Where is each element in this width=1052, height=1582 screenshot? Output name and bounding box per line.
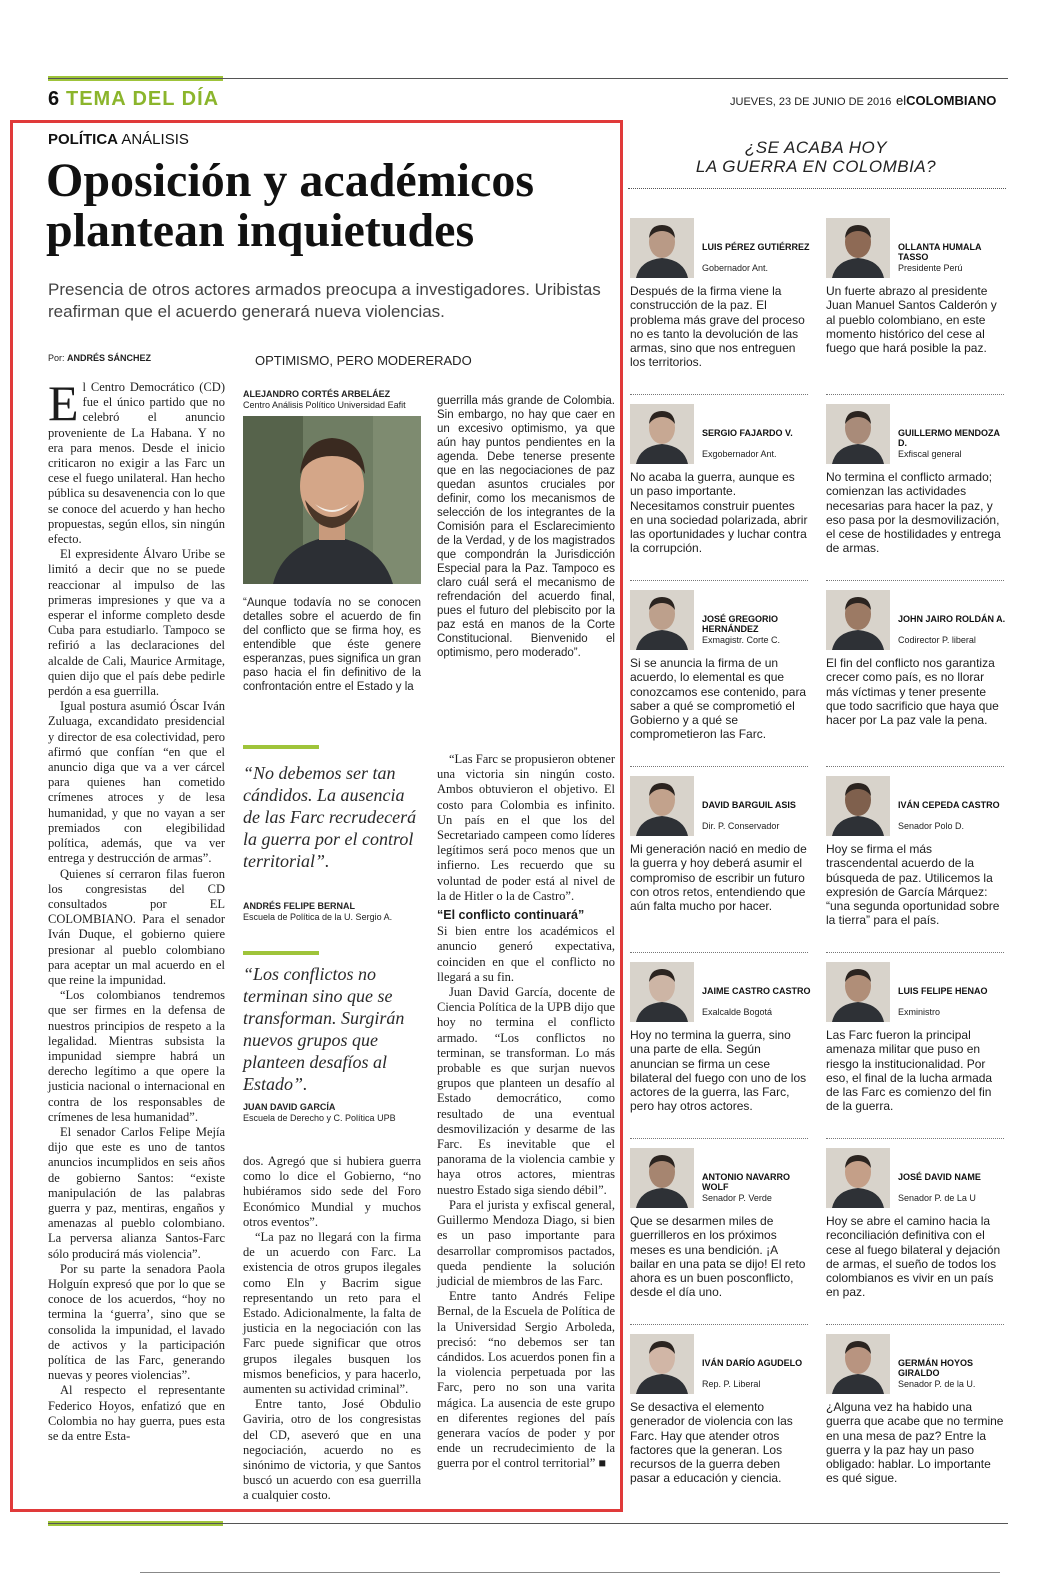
opinion-separator — [826, 394, 1004, 395]
paragraph: Juan David García, docente de Ciencia Política de la UPB dijo que hoy no termina el conflicto armado. “Los conflictos no terminan, se transforman. Lo más probable es que surjan nuevos grupos que planteen un desafío al Estado democrático, como resultado de una eventual desmovilización y desarme de las Farc. Es inevitable que el panorama de la violencia cambie y haya otros actores, mientras nuestro Estado siga siendo débil”. — [437, 985, 615, 1197]
opinion-text: No acaba la guerra, aunque es un paso importante. Necesitamos construir puentes en una sociedad polarizada, abrir las oportunidades y luchar contra la corrupción. — [630, 470, 808, 556]
opinion-name: JOSÉ GREGORIO HERNÁNDEZ — [702, 614, 779, 634]
paragraph: Igual postura asumió Óscar Iván Zuluaga, excandidato presidencial y director de esa colectividad, pero afirmó que confían “en que el anuncio diga que va a ver cárcel para quienes han cometido crímenes atroces y de lesa humanidad, y que no vayan a ser premiados con elegibilidad política, además, que va ver entrega y destrucción de armas”. — [48, 699, 225, 866]
paragraph: Para el jurista y exfiscal general, Guillermo Mendoza Diago, si bien es un paso importante para desarrollar compromisos pactados, queda pendiente la solución judicial de miembros de las Farc. — [437, 1197, 615, 1288]
paragraph: “Los colombianos tendremos que ser firmes en la defensa de nuestros principios de respeto a la legalidad. Mientras subsista la impunidad siempre habrá un derecho legítimo a que opere la justicia nacional o internacional en contra de los responsables de crímenes de lesa humanidad”. — [48, 988, 225, 1124]
paragraph: El senador Carlos Felipe Mejía dijo que este es uno de tantos anuncios incumplidos en seis años de gobierno Santos: “existe manipulación de las palabras guerra y paz, mentiras, engaños y amenazas al pueblo colombiano. La perversa alianza Santos-Farc sólo producirá más violencia”. — [48, 1124, 225, 1261]
opinion-separator — [826, 1138, 1004, 1139]
pull-quote-author: ANDRÉS FELIPE BERNAL Escuela de Política de la U. Sergio A. — [243, 901, 393, 922]
opinion-text: Hoy no termina la guerra, sino una parte de ella. Según anuncian se firma un cese bilateral del fuego con uno de los actores de la guerra, las Farc, pero hay otros actores. — [630, 1028, 807, 1114]
portrait-illustration — [243, 416, 421, 584]
opinion-photo — [826, 590, 890, 650]
opinion-separator — [826, 1324, 1004, 1325]
opinion-name: JOSÉ DAVID NAME — [898, 1172, 981, 1182]
opinion-role: Exmagistr. Corte C. — [702, 635, 781, 645]
pull-quote: “Los conflictos no terminan sino que se transforman. Surgirán nuevos grupos que planteen desafíos al Estado”. — [243, 964, 405, 1094]
opinion-separator — [630, 1138, 808, 1139]
opinion-photo — [630, 1334, 694, 1394]
opinion-role: Exalcalde Bogotá — [702, 1007, 773, 1017]
paragraph: Quienes sí cerraron filas fueron los congresistas del CD consultados por EL COLOMBIANO. Para el senador Iván Duque, el gobierno quiere presionar al pueblo colombiano para aceptar un mal acuerdo en el que reine la impunidad. — [48, 866, 225, 987]
page-number: 6 — [48, 88, 60, 110]
opinion-text: ¿Alguna vez ha habido una guerra que acabe que no termine en una mesa de paz? Entre la guerra y la paz hay un paso obligado: hablar. Lo importante es qué sigue. — [826, 1400, 1004, 1486]
box-quote: “Aunque todavía no se conocen detalles sobre el acuerdo de fin del conflicto que se firma hoy, es entendible que éste genere esperanzas, pues significa un gran paso hacia el fin definitivo de la confrontación entre el Estado y la — [243, 597, 421, 693]
opinion-name: IVÁN DARÍO AGUDELO — [702, 1358, 803, 1368]
opinion-photo — [630, 590, 694, 650]
person-icon — [630, 218, 694, 278]
opinion-role: Senador Polo D. — [898, 821, 965, 831]
opinion-name: ANTONIO NAVARRO WOLF — [702, 1172, 791, 1192]
paragraph: Entre tanto Andrés Felipe Bernal, de la Escuela de Política de la Universidad Sergio Arboleda, precisó: “no debemos ser tan cándidos. Los acuerdos ponen fin a la violencia perpetuada por las Farc, pero no son una varita mágica. La ausencia de este grupo en diferentes regiones del país generara vacíos de poder y por ende un recrudecimiento de la guerra por el control territorial” ■ — [437, 1289, 615, 1471]
pull-quote-author: JUAN DAVID GARCÍA Escuela de Derecho y C. Política UPB — [243, 1102, 396, 1123]
person-icon — [826, 1334, 890, 1394]
person-icon — [630, 590, 694, 650]
person-icon — [826, 404, 890, 464]
opinion-text: Mi generación nació en medio de la guerra y hoy deberá asumir el compromiso de escribir un futuro con otros retos, entendiendo que aún falta mucho por hacer. — [630, 842, 807, 914]
opinion-role: Presidente Perú — [898, 263, 963, 273]
person-icon — [826, 962, 890, 1022]
opinion-separator — [826, 580, 1004, 581]
opinion-role: Senador P. de la U. — [898, 1379, 976, 1389]
opinion-text: Hoy se abre el camino hacia la reconciliación definitiva con el cese al fuego bilateral y dejación de armas, el sueño de todos los colombianos es vivir en un país en paz. — [826, 1214, 1001, 1300]
opinion-text: Se desactiva el elemento generador de violencia con las Farc. Hay que atender otros factores que la generan. Los recursos de la guerra deben pasar a educación y ciencia. — [630, 1400, 793, 1486]
opinion-photo — [826, 218, 890, 278]
opinion-name: JAIME CASTRO CASTRO — [702, 986, 811, 996]
person-icon — [630, 962, 694, 1022]
opinion-text: El fin del conflicto nos garantiza crecer como país, es no llorar más víctimas y tener presente que todo sacrificio que haya que hacer por La paz vale la pena. — [826, 656, 999, 728]
person-icon — [826, 590, 890, 650]
opinion-separator — [630, 580, 808, 581]
person-icon — [630, 776, 694, 836]
opinion-text: Un fuerte abrazo al presidente Juan Manuel Santos Calderón y al pueblo colombiano, en este momento histórico del cese al fuego que hará posible la paz. — [826, 284, 997, 356]
opinion-photo — [630, 404, 694, 464]
sidebar-title: ¿SE ACABA HOY LA GUERRA EN COLOMBIA? — [695, 138, 937, 176]
opinion-separator — [826, 766, 1004, 767]
opinion-name: GERMÁN HOYOS GIRALDO — [898, 1358, 974, 1378]
opinion-text: Que se desarmen miles de guerrilleros en los próximos meses es una bendición. ¡A bailar en una pata se dijo! El reto ahora es un buen posconflicto, desde el día uno. — [630, 1214, 806, 1300]
opinion-separator — [826, 952, 1004, 953]
paragraph: Entre tanto, José Obdulio Gaviria, otro de los congresistas del CD, aseveró que en una negociación, acuerdo no es sinónimo de victoria, y que Santos buscó un acuerdo con esa guerrilla a cualquier costo. — [243, 1397, 421, 1503]
opinion-name: GUILLERMO MENDOZA D. — [898, 428, 1000, 448]
article-byline: Por: ANDRÉS SÁNCHEZ — [48, 353, 152, 363]
pull-quote-accent — [243, 745, 319, 749]
footer-rule-secondary — [140, 1572, 1000, 1573]
article-column-1 — [48, 375, 225, 1444]
article-column-2 — [243, 1154, 421, 1504]
opinion-text: Hoy se firma el más trascendental acuerdo de la búsqueda de paz. Utilicemos la expresión de García Márquez: “una segunda oportunidad sobre la tierra” para el país. — [826, 842, 1000, 928]
opinion-photo — [630, 218, 694, 278]
opinion-role: Senador P. de La U — [898, 1193, 976, 1203]
opinion-role: Codirector P. liberal — [898, 635, 976, 645]
opinion-photo — [826, 962, 890, 1022]
author-photo — [243, 416, 421, 584]
opinion-role: Gobernador Ant. — [702, 263, 769, 273]
opinion-text: Si se anuncia la firma de un acuerdo, lo elemental es que conozcamos ese contenido, para saber a qué se comprometió el Gobierno y a qué se comprometieron las Farc. — [630, 656, 807, 742]
opinion-text: Después de la firma viene la construcción de la paz. El problema más grave del proceso no es tanto la devolución de las armas, sino que nos entreguen los territorios. — [630, 284, 805, 370]
header-rule — [48, 78, 1008, 79]
paragraph: “Las Farc se propusieron obtener una victoria sin ningún costo. Ambos obtuvieron el objetivo. El costo para Colombia es infinito. Un país en el que los del Secretariado campeen como líderes legítimos será poco menos que un infierno. Les recuerdo que su voluntad de poder está al nivel de la de Hitler o la de Castro”. — [437, 752, 615, 903]
opinion-role: Exministro — [898, 1007, 941, 1017]
opinion-photo — [630, 776, 694, 836]
person-icon — [630, 404, 694, 464]
opinion-text: Las Farc fueron la principal amenaza militar que puso en riesgo la institucionalidad. Por eso, el final de la lucha armada de las Farc es comienzo del fin de la guerra. — [826, 1028, 993, 1114]
opinion-role: Exgobernador Ant. — [702, 449, 777, 459]
paragraph: Por su parte la senadora Paola Holguín expresó que por lo que se conoce de los acuerdos, “hoy no termina la ‘guerra’, sino que se consolida la impunidad, el lavado de activos y la participación política de las Farc, generando nuevas y peores violencias”. — [48, 1261, 225, 1383]
article-subhead: Presencia de otros actores armados preocupa a investigadores. Uribistas reafirman que el acuerdo generará nueva violencias. — [48, 280, 601, 321]
opinion-separator — [630, 766, 808, 767]
publication-logo: elCOLOMBIANO — [896, 93, 997, 108]
person-icon — [826, 776, 890, 836]
opinion-role: Dir. P. Conservador — [702, 821, 780, 831]
subheading: “El conflicto continuará” — [437, 908, 585, 923]
opinion-role: Senador P. Verde — [702, 1193, 772, 1203]
paragraph: l Centro Democrático (CD) fue el único partido que no celebró el anuncio proveniente de La Habana. Y no era para menos. Desde el inicio criticaron no exigir a las Farc un cese el fuego unilateral. Han hecho pública su desavenencia con lo que se conoce del acuerdo y han hecho propuestas, según ellos, sin ningún efecto. — [48, 380, 225, 547]
paragraph: “La paz no llegará con la firma de un acuerdo con Farc. La existencia de otros grupos ilegales como Eln y Bacrim sigue representando un reto para el Estado. Adicionalmente, la falta de justicia en la negociación con las Farc puede significar que otros grupos ilegales busquen los mismos beneficios, y para hacerlo, aumenten su actividad criminal”. — [243, 1230, 421, 1397]
pull-quote-accent — [243, 951, 319, 955]
opinion-separator — [630, 952, 808, 953]
opinion-photo — [826, 776, 890, 836]
person-icon — [630, 1334, 694, 1394]
opinion-photo — [826, 1148, 890, 1208]
opinion-photo — [630, 1148, 694, 1208]
opinion-name: LUIS PÉREZ GUTIÉRREZ — [702, 242, 810, 252]
opinion-text: No termina el conflicto armado; comienzan las actividades necesarias para hacer la paz, y eso pasa por la desmovilización, el cese de hostilidades y entrega de armas. — [826, 470, 1001, 556]
opinion-photo — [826, 404, 890, 464]
opinion-name: LUIS FELIPE HENAO — [898, 986, 988, 996]
article-kicker: POLÍTICA ANÁLISIS — [48, 131, 189, 148]
opinion-name: IVÁN CEPEDA CASTRO — [898, 800, 1000, 810]
opinion-separator — [630, 1324, 808, 1325]
box-continuation: guerrilla más grande de Colombia. Sin embargo, no hay que caer en un excesivo optimismo, ya que aún hay puntos pendientes en la agenda. Debe tenerse presente que en las negociaciones de paz quedan asuntos cruciales por definir, como los mecanismos de selección de los integrantes de la Comisión para el Esclarecimiento de la Verdad, y de los magistrados que compondrán la Jurisdicción Especial para la Paz. Tampoco es claro cuál será el mecanismo de refrendación del acuerdo final, pues el futuro del plebiscito por la paz está en manos de la Corte Constitucional. Bienvenido el optimismo, pero moderado”. — [437, 395, 615, 659]
article-headline: Oposición y académicos plantean inquietudes — [46, 154, 534, 257]
paragraph: dos. Agregó que si hubiera guerra como lo dice el Gobierno, “no hubiéramos sido sede del Foro Económico Mundial y muchos otros eventos”. — [243, 1154, 421, 1229]
opinion-name: DAVID BARGUIL ASIS — [702, 800, 796, 810]
paragraph: El expresidente Álvaro Uribe se limitó a decir que no se puede reaccionar al impulso de las primeras impresiones y que va a esperar el informe completo desde Cuba para estudiarlo. Tampoco se refirió a las declaraciones del alcalde de Cali, Maurice Armitage, quien dijo que el país debe pedirle perdón a esa guerrilla. — [48, 547, 225, 699]
opinion-name: OLLANTA HUMALA TASSO — [898, 242, 982, 262]
person-icon — [826, 218, 890, 278]
opinion-role: Rep. P. Liberal — [702, 1379, 761, 1389]
paragraph: Si bien entre los académicos el anuncio generó expectativa, coinciden en que el conflicto no llegará a su fin. — [437, 924, 615, 984]
opinion-photo — [826, 1334, 890, 1394]
opinion-name: SERGIO FAJARDO V. — [702, 428, 793, 438]
box-title: OPTIMISMO, PERO MODERERADO — [255, 353, 472, 368]
footer-rule — [48, 1523, 1008, 1524]
opinion-photo — [630, 962, 694, 1022]
drop-cap: E — [48, 375, 79, 431]
paragraph: Al respecto el representante Federico Hoyos, enfatizó que en Colombia no hay guerra, pues esta se da entre Esta- — [48, 1383, 225, 1444]
publication-date: JUEVES, 23 DE JUNIO DE 2016 — [730, 96, 892, 108]
person-icon — [630, 1148, 694, 1208]
pull-quote: “No debemos ser tan cándidos. La ausencia de las Farc recrudecerá la guerra por el control territorial”. — [243, 763, 417, 871]
box-author: ALEJANDRO CORTÉS ARBELÁEZ Centro Análisis Político Universidad Eafit — [243, 389, 406, 410]
person-icon — [826, 1148, 890, 1208]
sidebar-rule — [628, 188, 1006, 189]
section-name: TEMA DEL DÍA — [66, 88, 220, 110]
opinion-name: JOHN JAIRO ROLDÁN A. — [898, 614, 1006, 624]
opinion-role: Exfiscal general — [898, 449, 962, 459]
opinion-separator — [630, 394, 808, 395]
article-column-3 — [437, 752, 615, 1472]
